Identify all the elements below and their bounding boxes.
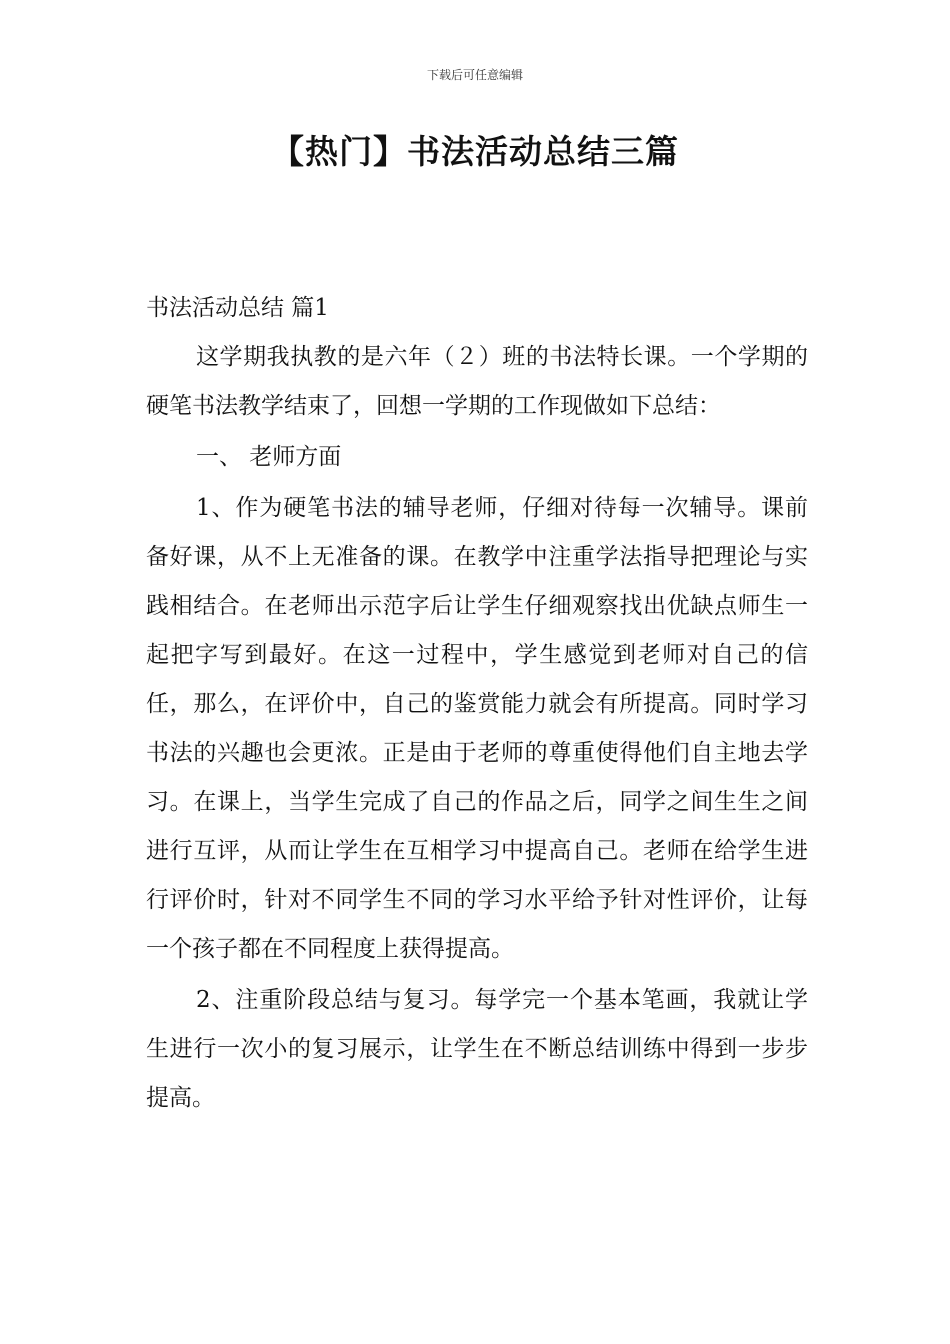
paragraph-item-2: 2、注重阶段总结与复习。每学完一个基本笔画，我就让学生进行一次小的复习展示，让学生在不断总结训练中得到一步步提高。 [146, 987, 808, 1111]
subheading-teacher: 一、 老师方面 [196, 444, 342, 470]
section-heading: 书法活动总结 篇1 [146, 295, 329, 321]
document-body [146, 284, 808, 1123]
paragraph-item-1: 1、作为硬笔书法的辅导老师，仔细对待每一次辅导。课前备好课，从不上无准备的课。在教学中注重学法指导把理论与实践相结合。在老师出示范字后让学生仔细观察找出优缺点师生一起把字写到最好。在这一过程中，学生感觉到老师对自己的信任，那么，在评价中，自己的鉴赏能力就会有所提高。同时学习书法的兴趣也会更浓。正是由于老师的尊重使得他们自主地去学习。在课上，当学生完成了自己的作品之后，同学之间生生之间进行互评，从而让学生在互相学习中提高自己。老师在给学生进行评价时，针对不同学生不同的学习水平给予针对性评价，让每一个孩子都在不同程度上获得提高。 [146, 495, 808, 962]
paragraph-intro: 这学期我执教的是六年（２）班的书法特长课。一个学期的硬笔书法教学结束了，回想一学期的工作现做如下总结： [146, 344, 808, 419]
header-note: 下载后可任意编辑 [426, 68, 523, 82]
document-title: 【热门】书法活动总结三篇 [271, 132, 679, 171]
